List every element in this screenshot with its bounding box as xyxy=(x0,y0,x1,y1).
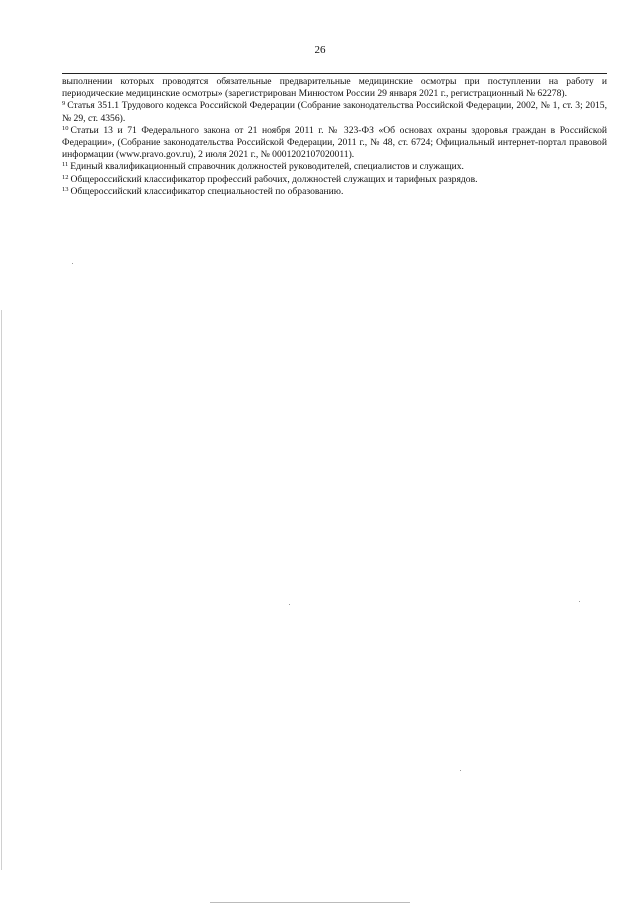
scan-bottom-mark xyxy=(210,902,410,903)
footnote-marker: 11 xyxy=(62,161,69,169)
footnote-marker: 10 xyxy=(62,124,69,132)
scan-edge-line xyxy=(1,310,2,870)
footnote-text: Единый квалификационный справочник должностей руководителей, специалистов и служащих. xyxy=(70,161,464,173)
page-number: 26 xyxy=(314,44,326,56)
footnote-continuation xyxy=(62,76,607,100)
footnote-text: Общероссийский классификатор специальностей по образованию. xyxy=(70,185,344,197)
footnote-text: Общероссийский классификатор профессий рабочих, должностей служащих и тарифных разрядов. xyxy=(70,173,478,185)
footnote-11 xyxy=(62,161,607,173)
footnote-9 xyxy=(62,100,607,124)
scan-speck xyxy=(289,604,290,605)
footnote-text: Статьи 13 и 71 Федерального закона от 21 ноября 2011 г. № 323-ФЗ «Об основах охраны здоровья граждан в Российской Федерации», (Собрание законодательства Российской Федерации, 2011 г., № 48, ст. 6724; Официальный интернет-портал правовой информации (www.pravo.gov.ru), 2 июля 2021 г., № 0001202107020011). xyxy=(62,124,607,161)
footnote-text: Статья 351.1 Трудового кодекса Российской Федерации (Собрание законодательства Российской Федерации, 2002, № 1, ст. 3; 2015, № 29, ст. 4356). xyxy=(62,100,607,124)
footnote-marker: 12 xyxy=(62,173,69,181)
footnote-text: выполнении которых проводятся обязательные предварительные медицинские осмотры при поступлении на работу и периодические медицинские осмотры» (зарегистрирован Минюстом России 29 января 2021 г., регистрационный № 62278). xyxy=(62,76,607,100)
footnote-marker: 13 xyxy=(62,185,69,193)
footnote-13 xyxy=(62,186,607,198)
scan-speck xyxy=(72,263,73,264)
scan-speck xyxy=(460,770,461,771)
footnote-12 xyxy=(62,174,607,186)
footnote-separator xyxy=(62,73,607,74)
footnote-10 xyxy=(62,125,607,162)
scan-speck xyxy=(579,601,580,602)
footnotes-block xyxy=(62,76,607,198)
footnote-marker: 9 xyxy=(62,100,66,108)
